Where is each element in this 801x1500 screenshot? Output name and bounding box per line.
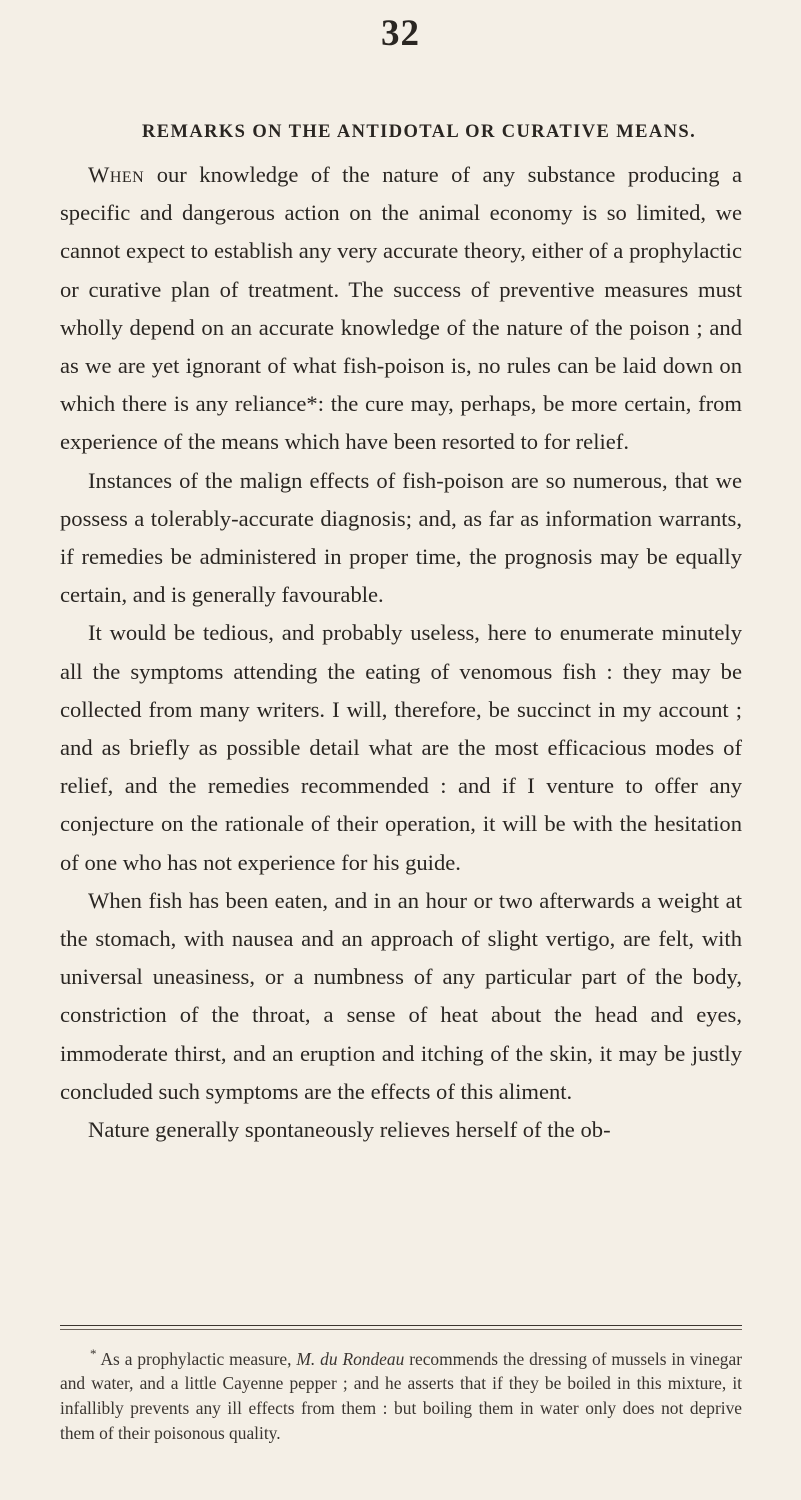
paragraph-1-text: our knowledge of the nature of any substance producing a specific and dangerous action on the animal economy is so limited, we cannot expect to establish any very accurate theory, either of a prophylactic or curative plan of treatment. The success of preventive measures must wholly depend on an accurate knowledge of the nature of the poison ; and as we are yet ignorant of what fish-poison is, no rules can be laid down on which there is any reliance*: the cure may, perhaps, be more certain, from experience of the means which have been resorted to for relief. [60, 162, 742, 455]
footnote-author-name: M. du Rondeau [296, 1348, 405, 1369]
paragraph-1 [60, 156, 742, 462]
section-heading: REMARKS ON THE ANTIDOTAL OR CURATIVE MEANS. [142, 122, 697, 142]
footnote-mark: * [90, 1346, 97, 1361]
paragraph-4: When fish has been eaten, and in an hour or two afterwards a weight at the stomach, with nausea and an approach of slight vertigo, are felt, with universal uneasiness, or a numbness of any particular part of the body, constriction of the throat, a sense of heat about the head and eyes, immoderate thirst, and an eruption and itching of the skin, it may be justly concluded such symptoms are the effects of this aliment. [60, 887, 742, 1104]
footnote-text-before: As a prophylactic measure, [96, 1348, 297, 1369]
footnote-paragraph [60, 1342, 742, 1445]
paragraph-3: It would be tedious, and probably useless, here to enumerate minutely all the symptoms attending the eating of venomous fish : they may be collected from many writers. I will, therefore, be succinct in my account ; and as briefly as possible detail what are the most efficacious modes of relief, and the remedies recommended : and if I venture to offer any conjecture on the rationale of their operation, it will be with the hesitation of one who has not experience for his guide. [60, 620, 742, 875]
paragraph-1-lead: When [88, 162, 145, 187]
page-number: 32 [381, 13, 420, 54]
body-text [60, 156, 742, 1149]
footnote [60, 1342, 742, 1445]
paragraph-2: Instances of the malign effects of fish-poison are so numerous, that we possess a tolerably-accurate diagnosis; and, as far as information warrants, if remedies be administered in proper time, the prognosis may be equally certain, and is generally favourable. [60, 467, 742, 608]
footnote-text-after: recommends the dressing of mussels in vinegar and water, and a little Cayenne pepper ; and he asserts that if they be boiled in this mixture, it infallibly prevents any ill effects from them : but boiling them in water only does not deprive them of their poisonous quality. [60, 1348, 743, 1443]
paragraph-5: Nature generally spontaneously relieves herself of the ob- [88, 1117, 611, 1143]
footnote-divider [60, 1325, 742, 1326]
footnote-divider-secondary [60, 1329, 742, 1330]
